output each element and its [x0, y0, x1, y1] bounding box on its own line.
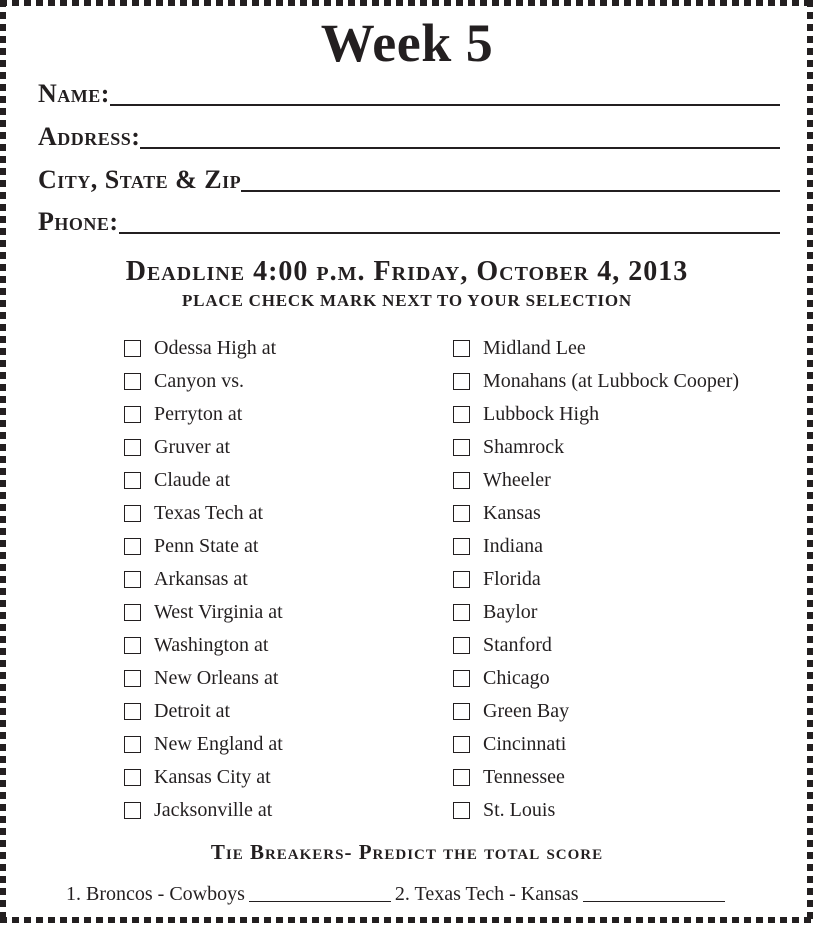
- game-13-right-option[interactable]: [453, 732, 566, 756]
- checkbox-icon[interactable]: [124, 505, 141, 522]
- game-6-right-option[interactable]: [453, 501, 541, 525]
- game-11-left-option[interactable]: [124, 666, 278, 690]
- team-label: Florida: [483, 568, 541, 590]
- game-14-left-option[interactable]: [124, 765, 271, 789]
- team-label: St. Louis: [483, 799, 556, 821]
- team-label: Washington at: [154, 634, 269, 656]
- checkbox-icon[interactable]: [453, 802, 470, 819]
- game-10-right-option[interactable]: [453, 633, 552, 657]
- tie-breakers-row: [66, 878, 766, 906]
- address-input-line[interactable]: [140, 147, 780, 149]
- checkbox-icon[interactable]: [124, 769, 141, 786]
- team-label: Shamrock: [483, 436, 565, 458]
- checkbox-icon[interactable]: [124, 703, 141, 720]
- checkbox-icon[interactable]: [124, 340, 141, 357]
- checkbox-icon[interactable]: [124, 670, 141, 687]
- team-label: Odessa High at: [154, 337, 277, 359]
- address-label: Address:: [38, 122, 141, 151]
- checkbox-icon[interactable]: [124, 538, 141, 555]
- checkbox-icon[interactable]: [453, 340, 470, 357]
- address-field[interactable]: [38, 121, 780, 151]
- game-4-left-option[interactable]: [124, 435, 230, 459]
- name-label: Name:: [38, 79, 110, 108]
- game-5-right-option[interactable]: [453, 468, 551, 492]
- team-label: Wheeler: [483, 469, 551, 491]
- team-label: Penn State at: [154, 535, 259, 557]
- checkbox-icon[interactable]: [124, 439, 141, 456]
- game-9-left-option[interactable]: [124, 600, 283, 624]
- team-label: Green Bay: [483, 700, 570, 722]
- checkbox-icon[interactable]: [124, 571, 141, 588]
- phone-field[interactable]: [38, 206, 780, 236]
- checkbox-icon[interactable]: [124, 472, 141, 489]
- game-6-left-option[interactable]: [124, 501, 263, 525]
- checkbox-icon[interactable]: [453, 736, 470, 753]
- checkbox-icon[interactable]: [124, 736, 141, 753]
- game-7-right-option[interactable]: [453, 534, 543, 558]
- team-label: Tennessee: [483, 766, 565, 788]
- checkbox-icon[interactable]: [453, 505, 470, 522]
- phone-label: Phone:: [38, 207, 119, 236]
- team-label: Indiana: [483, 535, 543, 557]
- dashed-border-left: [0, 0, 6, 923]
- page-title: Week 5: [320, 13, 494, 73]
- checkbox-icon[interactable]: [453, 604, 470, 621]
- checkbox-icon[interactable]: [453, 637, 470, 654]
- team-label: Arkansas at: [154, 568, 248, 590]
- tie-breaker-2-label: 2. Texas Tech - Kansas: [394, 883, 579, 905]
- checkbox-icon[interactable]: [124, 604, 141, 621]
- team-label: Monahans (at Lubbock Cooper): [483, 370, 740, 392]
- game-10-left-option[interactable]: [124, 633, 268, 657]
- team-label: Gruver at: [154, 436, 231, 458]
- checkbox-icon[interactable]: [453, 439, 470, 456]
- tie-breaker-1-label: 1. Broncos - Cowboys: [66, 883, 245, 905]
- game-3-left-option[interactable]: [124, 402, 242, 426]
- game-2-left-option[interactable]: [124, 369, 244, 393]
- name-input-line[interactable]: [110, 104, 780, 106]
- phone-input-line[interactable]: [119, 232, 780, 234]
- team-label: Jacksonville at: [154, 799, 273, 821]
- checkbox-icon[interactable]: [453, 472, 470, 489]
- team-label: Canyon vs.: [154, 370, 244, 392]
- checkbox-icon[interactable]: [453, 703, 470, 720]
- game-15-left-option[interactable]: [124, 798, 272, 822]
- team-label: New Orleans at: [154, 667, 279, 689]
- team-label: Lubbock High: [483, 403, 600, 425]
- team-label: Kansas City at: [154, 766, 271, 788]
- team-label: Kansas: [483, 502, 541, 524]
- game-7-left-option[interactable]: [124, 534, 258, 558]
- checkbox-icon[interactable]: [453, 406, 470, 423]
- team-label: Baylor: [483, 601, 538, 623]
- dashed-border-right: [807, 0, 813, 923]
- game-4-right-option[interactable]: [453, 435, 564, 459]
- game-11-right-option[interactable]: [453, 666, 550, 690]
- dashed-border-bottom: [0, 917, 814, 923]
- team-label: West Virginia at: [154, 601, 283, 623]
- checkbox-icon[interactable]: [453, 571, 470, 588]
- checkbox-icon[interactable]: [453, 670, 470, 687]
- checkbox-icon[interactable]: [453, 538, 470, 555]
- game-12-right-option[interactable]: [453, 699, 569, 723]
- game-15-right-option[interactable]: [453, 798, 555, 822]
- checkbox-icon[interactable]: [124, 802, 141, 819]
- game-8-right-option[interactable]: [453, 567, 541, 591]
- dashed-border-top: [0, 0, 814, 6]
- team-label: Texas Tech at: [154, 502, 264, 524]
- game-1-left-option[interactable]: [124, 336, 276, 360]
- game-13-left-option[interactable]: [124, 732, 283, 756]
- team-label: Midland Lee: [483, 337, 586, 359]
- checkbox-icon[interactable]: [124, 637, 141, 654]
- team-label: Cincinnati: [483, 733, 567, 755]
- deadline-heading: Deadline 4:00 p.m. Friday, October 4, 2013: [125, 256, 689, 287]
- name-field[interactable]: [38, 78, 780, 108]
- game-14-right-option[interactable]: [453, 765, 565, 789]
- game-2-right-option[interactable]: [453, 369, 739, 393]
- game-3-right-option[interactable]: [453, 402, 599, 426]
- team-label: Chicago: [483, 667, 550, 689]
- checkbox-icon[interactable]: [124, 373, 141, 390]
- team-label: Perryton at: [154, 403, 243, 425]
- game-8-left-option[interactable]: [124, 567, 248, 591]
- city-state-zip-input-line[interactable]: [241, 190, 780, 192]
- tie-breaker-2-input-line[interactable]: [583, 901, 725, 902]
- team-label: New England at: [154, 733, 283, 755]
- game-5-left-option[interactable]: [124, 468, 230, 492]
- game-12-left-option[interactable]: [124, 699, 230, 723]
- game-1-right-option[interactable]: [453, 336, 586, 360]
- checkbox-icon[interactable]: [453, 373, 470, 390]
- instruction-text: PLACE CHECK MARK NEXT TO YOUR SELECTION: [182, 291, 632, 310]
- city-state-zip-label: City, State & Zip: [38, 165, 242, 194]
- team-label: Claude at: [154, 469, 231, 491]
- game-9-right-option[interactable]: [453, 600, 537, 624]
- tie-breakers-heading: Tie Breakers- Predict the total score: [210, 840, 604, 864]
- checkbox-icon[interactable]: [453, 769, 470, 786]
- team-label: Detroit at: [154, 700, 231, 722]
- team-label: Stanford: [483, 634, 552, 656]
- city-state-zip-field[interactable]: [38, 164, 780, 194]
- checkbox-icon[interactable]: [124, 406, 141, 423]
- tie-breaker-1-input-line[interactable]: [249, 901, 391, 902]
